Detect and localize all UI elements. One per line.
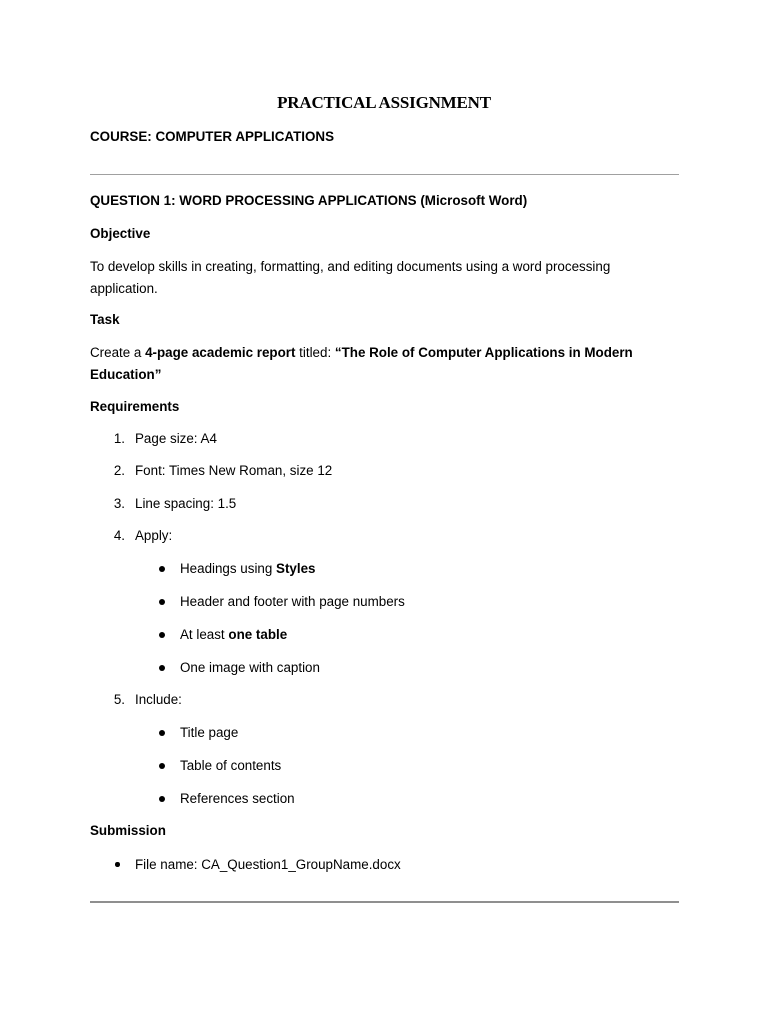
bullet-icon — [159, 665, 165, 671]
course-label: COURSE: COMPUTER APPLICATIONS — [90, 129, 335, 144]
requirement-number: 5. — [113, 692, 125, 707]
bullet-icon — [159, 763, 165, 769]
requirement-number: 4. — [113, 528, 125, 543]
apply-item — [180, 627, 287, 642]
requirement-number: 1. — [113, 431, 125, 446]
question-heading: QUESTION 1: WORD PROCESSING APPLICATIONS (Microsoft Word) — [90, 193, 528, 208]
requirement-item: Line spacing: 1.5 — [135, 496, 237, 511]
task-heading: Task — [90, 312, 120, 327]
apply-item — [180, 561, 315, 576]
submission-heading: Submission — [90, 823, 166, 838]
apply-item — [180, 594, 405, 609]
requirement-item: Page size: A4 — [135, 431, 217, 446]
apply-item-bold: one table — [228, 627, 288, 642]
requirement-item: Apply: — [135, 528, 173, 543]
divider-top — [90, 174, 679, 175]
requirement-item: Include: — [135, 692, 182, 707]
requirement-item: Font: Times New Roman, size 12 — [135, 463, 333, 478]
task-bold-report: 4-page academic report — [145, 345, 296, 360]
apply-item-text: At least — [180, 627, 229, 642]
objective-text: To develop skills in creating, formatting, and editing documents using a word processing application. — [90, 259, 611, 296]
task-mid: titled: — [295, 345, 335, 360]
include-item: Table of contents — [180, 758, 282, 773]
include-item: Title page — [180, 725, 239, 740]
apply-item-text: Header and footer with page numbers — [180, 594, 405, 609]
task-prefix: Create a — [90, 345, 146, 360]
requirement-number: 3. — [113, 496, 125, 511]
document-title: PRACTICAL ASSIGNMENT — [277, 93, 491, 112]
submission-item: File name: CA_Question1_GroupName.docx — [135, 857, 401, 872]
divider-bottom — [90, 901, 679, 903]
apply-item-text: Headings using — [180, 561, 277, 576]
bullet-icon — [159, 730, 165, 736]
task-bold-title: “The Role of Computer Applications in Modern Education” — [90, 345, 633, 382]
bullet-icon — [159, 599, 165, 605]
requirements-heading: Requirements — [90, 399, 180, 414]
apply-item-text: One image with caption — [180, 660, 320, 675]
include-item: References section — [180, 791, 295, 806]
bullet-icon — [159, 796, 165, 802]
requirement-number: 2. — [113, 463, 125, 478]
apply-item — [180, 660, 320, 675]
objective-heading: Objective — [90, 226, 151, 241]
bullet-icon — [159, 566, 165, 572]
apply-item-bold: Styles — [276, 561, 316, 576]
task-text — [90, 342, 650, 386]
bullet-icon — [115, 862, 120, 867]
bullet-icon — [159, 632, 165, 638]
